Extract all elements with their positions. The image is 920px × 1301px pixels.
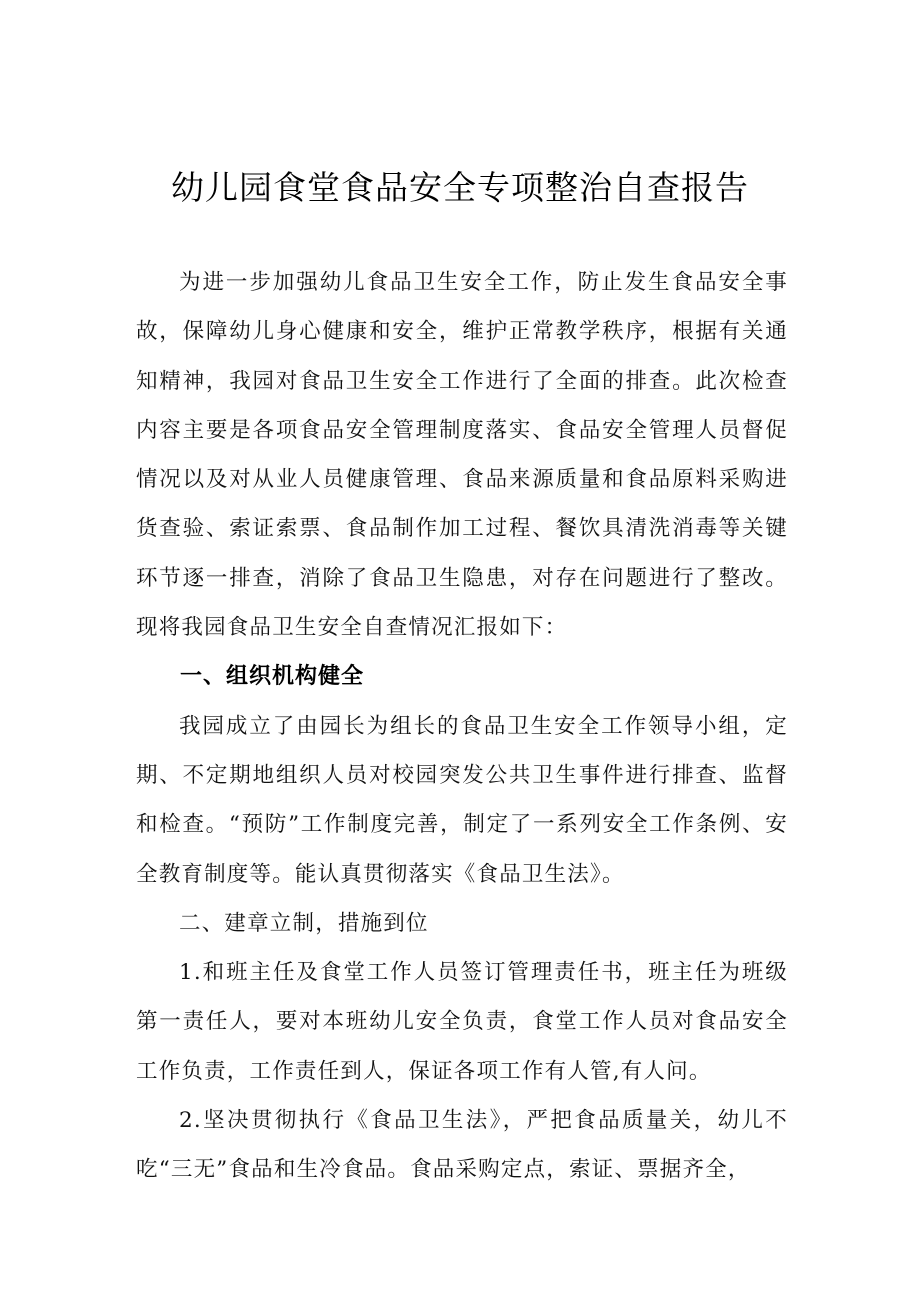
regulation-item-1: 1.和班主任及食堂工作人员签订管理责任书，班主任为班级第一责任人，要对本班幼儿安全负责，食堂工作人员对食品安全工作负责，工作责任到人，保证各项工作有人管,有人问。	[136, 960, 788, 1084]
regulation-item-2: 2.坚决贯彻执行《食品卫生法》，严把食品质量关，幼儿不吃“三无”食品和生冷食品。食品采购定点，索证、票据齐全，	[136, 1108, 788, 1183]
section-heading-organization: 一、组织机构健全	[180, 664, 365, 690]
organization-paragraph: 我园成立了由园长为组长的食品卫生安全工作领导小组，定期、不定期地组织人员对校园突发公共卫生事件进行排查、监督和检查。“预防”工作制度完善，制定了一系列安全工作条例、安全教育制度等。能认真贯彻落实《食品卫生法》。	[136, 713, 788, 887]
intro-paragraph: 为进一步加强幼儿食品卫生安全工作，防止发生食品安全事故，保障幼儿身心健康和安全，维护正常教学秩序，根据有关通知精神，我园对食品卫生安全工作进行了全面的排查。此次检查内容主要是各项食品安全管理制度落实、食品安全管理人员督促情况以及对从业人员健康管理、食品来源质量和食品原料采购进货查验、索证索票、食品制作加工过程、餐饮具清洗消毒等关键环节逐一排查，消除了食品卫生隐患，对存在问题进行了整改。现将我园食品卫生安全自查情况汇报如下：	[136, 270, 788, 641]
section-heading-regulations: 二、建章立制，措施到位	[179, 910, 429, 936]
document-title: 幼儿园食堂食品安全专项整治自查报告	[171, 168, 749, 207]
document-body	[136, 258, 788, 1195]
